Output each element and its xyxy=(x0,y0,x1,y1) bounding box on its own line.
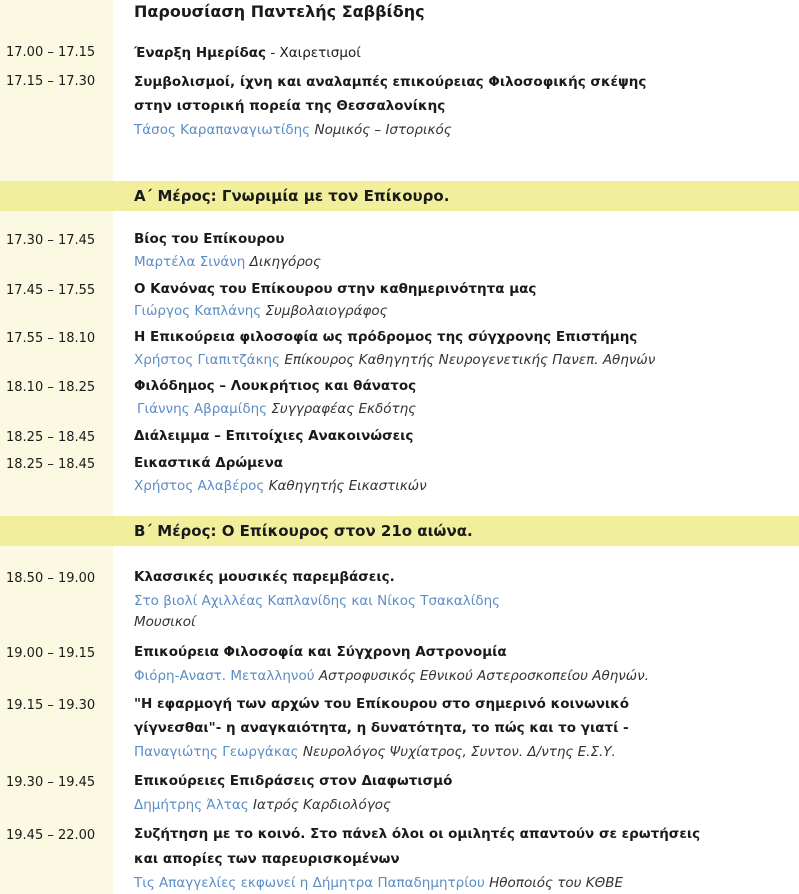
session-time: 19.15 – 19.30 xyxy=(6,698,96,713)
section-band-part-a xyxy=(0,181,799,211)
speaker-name: Φιόρη-Αναστ. Μεταλληνού xyxy=(134,668,315,684)
session-title: Κλασσικές μουσικές παρεμβάσεις. xyxy=(134,569,395,585)
section-heading: Α΄ Μέρος: Γνωριμία με τον Επίκουρο. xyxy=(134,187,450,205)
session-speaker-line xyxy=(134,668,649,684)
presenter-line: Παρουσίαση Παντελής Σαββίδης xyxy=(134,2,425,21)
session-speaker-line xyxy=(134,254,321,270)
session-speaker-line xyxy=(134,303,388,319)
session-title-bold: Έναρξη Ημερίδας xyxy=(134,45,267,61)
session-title: Εικαστικά Δρώμενα xyxy=(134,455,284,471)
speaker-role: Μουσικοί xyxy=(134,614,196,630)
speaker-name: Δημήτρης Άλτας xyxy=(134,797,249,813)
session-title-continued: γίγνεσθαι"- η αναγκαιότητα, η δυνατότητα, το πώς και το γιατί - xyxy=(134,720,629,736)
speaker-role: Δικηγόρος xyxy=(249,254,321,270)
session-time: 17.55 – 18.10 xyxy=(6,331,96,346)
session-speaker-line xyxy=(134,875,623,891)
speaker-role: Νευρολόγος Ψυχίατρος, Συντον. Δ/ντης Ε.Σ.Υ. xyxy=(302,744,616,760)
speaker-name: Στο βιολί Αχιλλέας Καπλανίδης και Νίκος Τσακαλίδης xyxy=(134,593,501,609)
session-time: 19.45 – 22.00 xyxy=(6,828,96,843)
speaker-name: Χρήστος Αλαβέρος xyxy=(134,478,265,494)
session-title: Βίος του Επίκουρου xyxy=(134,231,285,247)
section-band-part-b xyxy=(0,516,799,546)
session-title-continued: και απορίες των παρευρισκομένων xyxy=(134,851,400,867)
session-title-continued: στην ιστορική πορεία της Θεσσαλονίκης xyxy=(134,98,446,114)
speaker-role: Ιατρός Καρδιολόγος xyxy=(253,797,391,813)
section-heading: Β΄ Μέρος: Ο Επίκουρος στον 21ο αιώνα. xyxy=(134,522,473,540)
session-title: Ο Κανόνας του Επίκουρου στην καθημερινότητα μας xyxy=(134,281,537,297)
session-speaker-line xyxy=(134,797,391,813)
session-time: 18.10 – 18.25 xyxy=(6,380,96,395)
session-title xyxy=(134,45,361,61)
speaker-name: Τάσος Καραπαναγιωτίδης xyxy=(134,122,311,138)
session-speaker-line xyxy=(134,478,427,494)
session-title: Διάλειμμα – Επιτοίχιες Ανακοινώσεις xyxy=(134,428,414,444)
speaker-name: Γιάννης Αβραμίδης xyxy=(137,401,268,417)
speaker-name: Παναγιώτης Γεωργάκας xyxy=(134,744,299,760)
session-time: 17.00 – 17.15 xyxy=(6,45,96,60)
speaker-name: Χρήστος Γιαπιτζάκης xyxy=(134,352,281,368)
speaker-role: Ηθοποιός του ΚΘΒΕ xyxy=(489,875,624,891)
session-title-rest: - Χαιρετισμοί xyxy=(266,45,361,61)
session-title: "Η εφαρμογή των αρχών του Επίκουρου στο σημερινό κοινωνικό xyxy=(134,696,630,712)
speaker-role: Νομικός – Ιστορικός xyxy=(314,122,452,138)
session-speaker-line xyxy=(134,744,616,760)
session-title-bold: Συζήτηση με το κοινό. xyxy=(134,826,306,842)
speaker-name: Μαρτέλα Σινάνη xyxy=(134,254,246,270)
speaker-name: Γιώργος Καπλάνης xyxy=(134,303,262,319)
session-time: 17.30 – 17.45 xyxy=(6,233,96,248)
session-title: Η Επικούρεια φιλοσοφία ως πρόδρομος της σύγχρονης Επιστήμης xyxy=(134,329,638,345)
speaker-role: Συμβολαιογράφος xyxy=(265,303,388,319)
session-title: Συμβολισμοί, ίχνη και αναλαμπές επικούρειας Φιλοσοφικής σκέψης xyxy=(134,74,647,90)
speaker-role: Αστροφυσικός Εθνικού Αστεροσκοπείου Αθηνών. xyxy=(318,668,649,684)
time-column-background xyxy=(0,0,113,894)
speaker-role: Επίκουρος Καθηγητής Νευρογενετικής Πανεπ. Αθηνών xyxy=(284,352,656,368)
session-title: Φιλόδημος – Λουκρήτιος και θάνατος xyxy=(134,378,417,394)
session-time: 18.50 – 19.00 xyxy=(6,571,96,586)
speaker-role: Καθηγητής Εικαστικών xyxy=(268,478,427,494)
session-title xyxy=(134,826,700,842)
session-time: 18.25 – 18.45 xyxy=(6,457,96,472)
speaker-name: Τις Απαγγελίες εκφωνεί η Δήμητρα Παπαδημητρίου xyxy=(134,875,485,891)
session-title-rest: Στο πάνελ όλοι οι ομιλητές απαντούν σε ερωτήσεις xyxy=(305,826,701,842)
speaker-role: Συγγραφέας Εκδότης xyxy=(271,401,417,417)
session-speaker-line xyxy=(134,122,452,138)
session-time: 18.25 – 18.45 xyxy=(6,430,96,445)
session-time: 19.00 – 19.15 xyxy=(6,646,96,661)
session-speaker-line xyxy=(137,401,416,417)
session-speaker-line xyxy=(134,352,655,368)
session-time: 17.45 – 17.55 xyxy=(6,283,96,298)
session-time: 17.15 – 17.30 xyxy=(6,74,96,89)
session-time: 19.30 – 19.45 xyxy=(6,775,96,790)
session-title: Επικούρεια Φιλοσοφία και Σύγχρονη Αστρονομία xyxy=(134,644,507,660)
session-title: Επικούρειες Επιδράσεις στον Διαφωτισμό xyxy=(134,773,453,789)
